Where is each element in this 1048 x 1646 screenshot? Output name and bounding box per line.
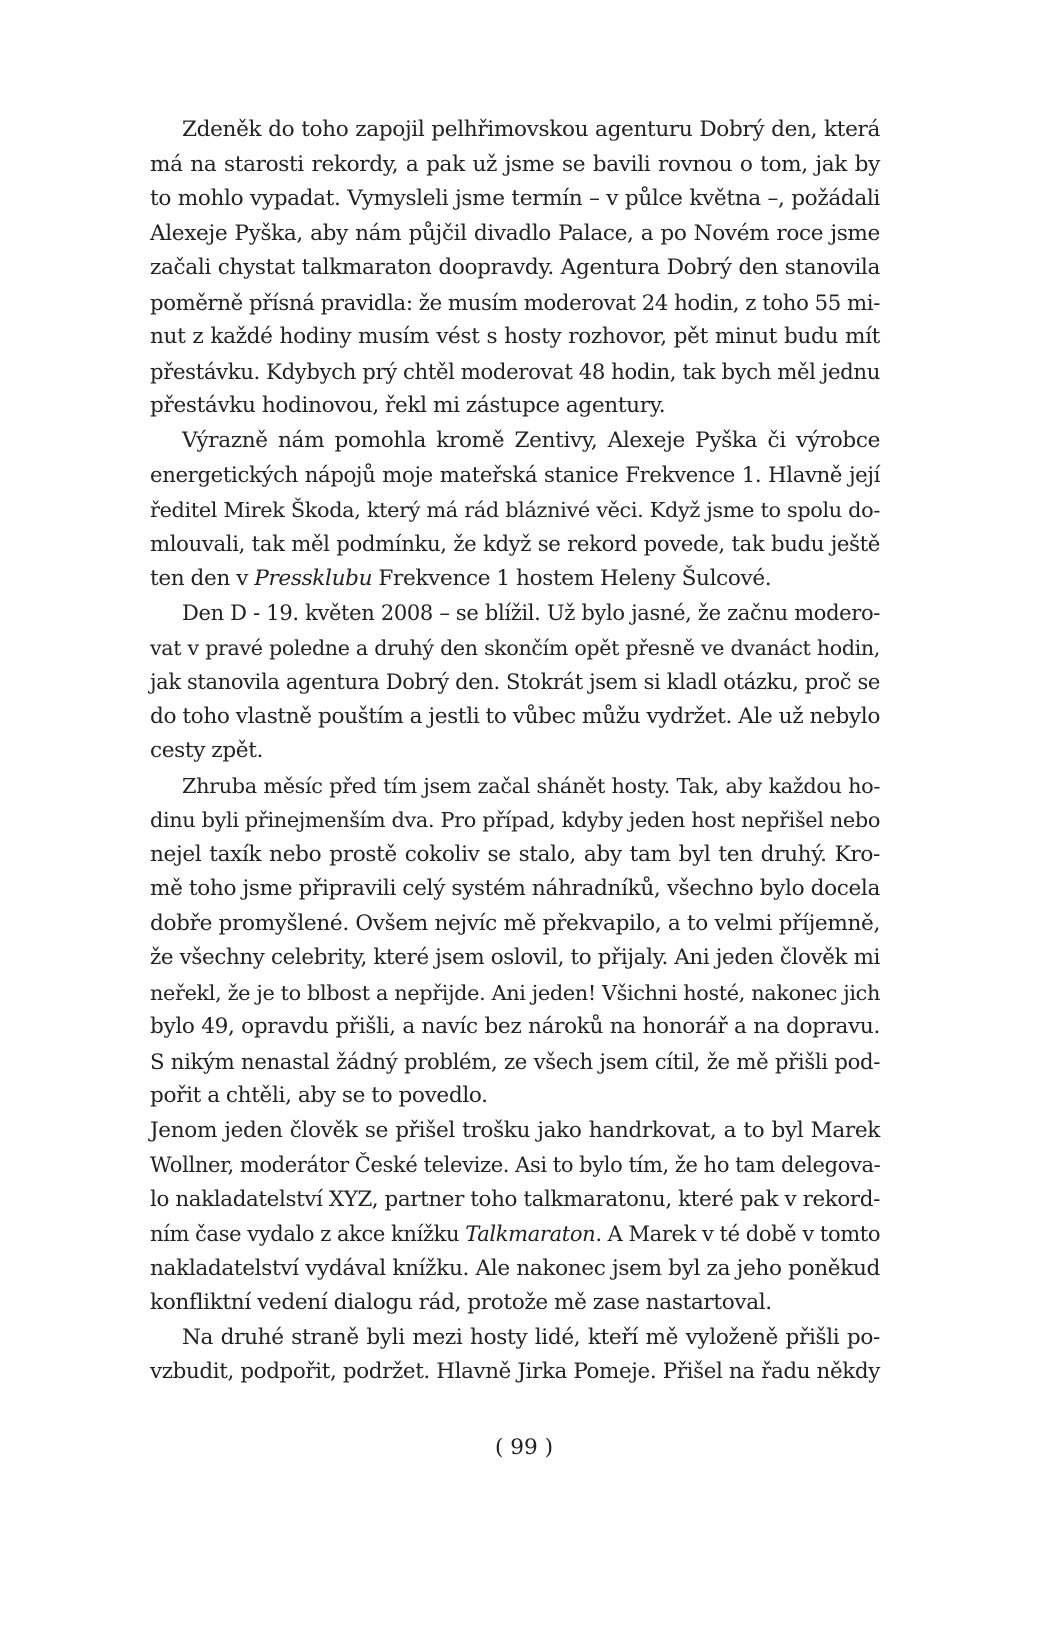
text-line: Alexeje Pyška, aby nám půjčil divadlo Palace, a po Novém roce jsme [150, 220, 880, 246]
text-line: vzbudit, podpořit, podržet. Hlavně Jirka Pomeje. Přišel na řadu někdy [150, 1359, 880, 1384]
italic-title: Pressklubu [254, 565, 373, 591]
text-line: Zdeněk do toho zapojil pelhřimovskou agenturu Dobrý den, která [182, 117, 880, 142]
paragraph-3 [150, 596, 880, 769]
text-line: nejel taxík nebo prostě cokoliv se stalo, aby tam byl ten druhý. Kro- [150, 841, 880, 867]
text-line: S nikým nenastal žádný problém, ze všech jsem cítil, že mě přišli pod- [150, 1048, 880, 1074]
text-line: Na druhé straně byli mezi hosty lidé, kteří mě vyloženě přišli po- [182, 1324, 880, 1350]
text-run: ten den v [150, 565, 255, 591]
text-line: Den D - 19. květen 2008 – se blížil. Už bylo jasné, že začnu modero- [182, 601, 880, 625]
text-line: mě toho jsme připravili celý systém náhradníků, všechno bylo docela [150, 876, 880, 901]
text-line: nakladatelství vydával knížku. Ale nakonec jsem byl za jeho poněkud [150, 1255, 880, 1281]
italic-title: Talkmaraton [465, 1222, 596, 1246]
text-line [150, 562, 880, 597]
paragraph-5 [150, 1114, 880, 1321]
text-line: že všechny celebrity, které jsem oslovil, to přijaly. Ani jeden člověk mi [150, 945, 880, 970]
text-run: ním čase vydalo z akce knížku [150, 1222, 466, 1246]
text-line: jak stanovila agentura Dobrý den. Stokrát jsem si kladl otázku, proč se [150, 670, 880, 694]
text-run: . A Marek v té době v tomto [595, 1222, 881, 1246]
text-line: přestávku hodinovou, řekl mi zástupce agentury. [150, 393, 666, 418]
text-line: to mohlo vypadat. Vymysleli jsme termín – v půlce května –, požádali [150, 186, 880, 211]
text-line: neřekl, že je to blbost a nepřijde. Ani jeden! Všichni hosté, nakonec jich [150, 980, 880, 1005]
text-line: Wollner, moderátor České televize. Asi to bylo tím, že ho tam delegova- [150, 1153, 881, 1177]
text-line: má na starosti rekordy, a pak už jsme se bavili rovnou o tom, jak by [150, 151, 880, 177]
text-line: energetických nápojů moje mateřská stanice Frekvence 1. Hlavně její [150, 462, 880, 487]
page-number: ( 99 ) [494, 1435, 554, 1460]
body-text [150, 113, 880, 1390]
text-line: Zhruba měsíc před tím jsem začal shánět hosty. Tak, aby každou ho- [182, 773, 880, 798]
text-line: Výrazně nám pomohla kromě Zentivy, Alexeje Pyška či výrobce [182, 427, 880, 453]
text-line: cesty zpět. [150, 738, 264, 763]
paragraph-4 [150, 769, 880, 1114]
text-line: ředitel Mirek Škoda, který má rád bláznivé věci. Když jsme to spolu do- [150, 497, 880, 522]
text-line [150, 1217, 880, 1252]
text-line: dinu byli přinejmenším dva. Pro případ, kdyby jeden host nepřišel nebo [150, 808, 880, 832]
text-run: Frekvence 1 hostem Heleny Šulcové. [372, 565, 772, 591]
text-line: dobře promyšlené. Ovšem nejvíc mě překvapilo, a to velmi příjemně, [150, 910, 880, 936]
paragraph-2 [150, 424, 880, 597]
text-line: nut z každé hodiny musím vést s hosty rozhovor, pět minut budu mít [150, 324, 880, 349]
text-line: pořit a chtěli, aby se to povedlo. [150, 1083, 488, 1108]
paragraph-1 [150, 113, 880, 424]
text-line: mlouvali, tak měl podmínku, že když se rekord povede, tak budu ještě [150, 531, 880, 556]
text-line: bylo 49, opravdu přišli, a navíc bez nároků na honorář a na dopravu. [150, 1014, 880, 1039]
text-line: přestávku. Kdybych prý chtěl moderovat 48 hodin, tak bych měl jednu [150, 358, 880, 384]
text-line: lo nakladatelství XYZ, partner toho talkmaratonu, které pak v rekord- [150, 1186, 880, 1212]
text-line: poměrně přísná pravidla: že musím moderovat 24 hodin, z toho 55 mi- [150, 289, 880, 315]
text-line: konfliktní vedení dialogu rád, protože mě zase nastartoval. [150, 1290, 772, 1315]
text-line: Jenom jeden člověk se přišel trošku jako handrkovat, a to byl Marek [150, 1117, 880, 1143]
paragraph-6 [150, 1321, 880, 1390]
text-line: začali chystat talkmaraton doopravdy. Agentura Dobrý den stanovila [150, 255, 880, 280]
text-line: do toho vlastně pouštím a jestli to vůbec můžu vydržet. Ale už nebylo [150, 703, 880, 729]
text-line: vat v pravé poledne a druhý den skončím opět přesně ve dvanáct hodin, [150, 635, 880, 660]
